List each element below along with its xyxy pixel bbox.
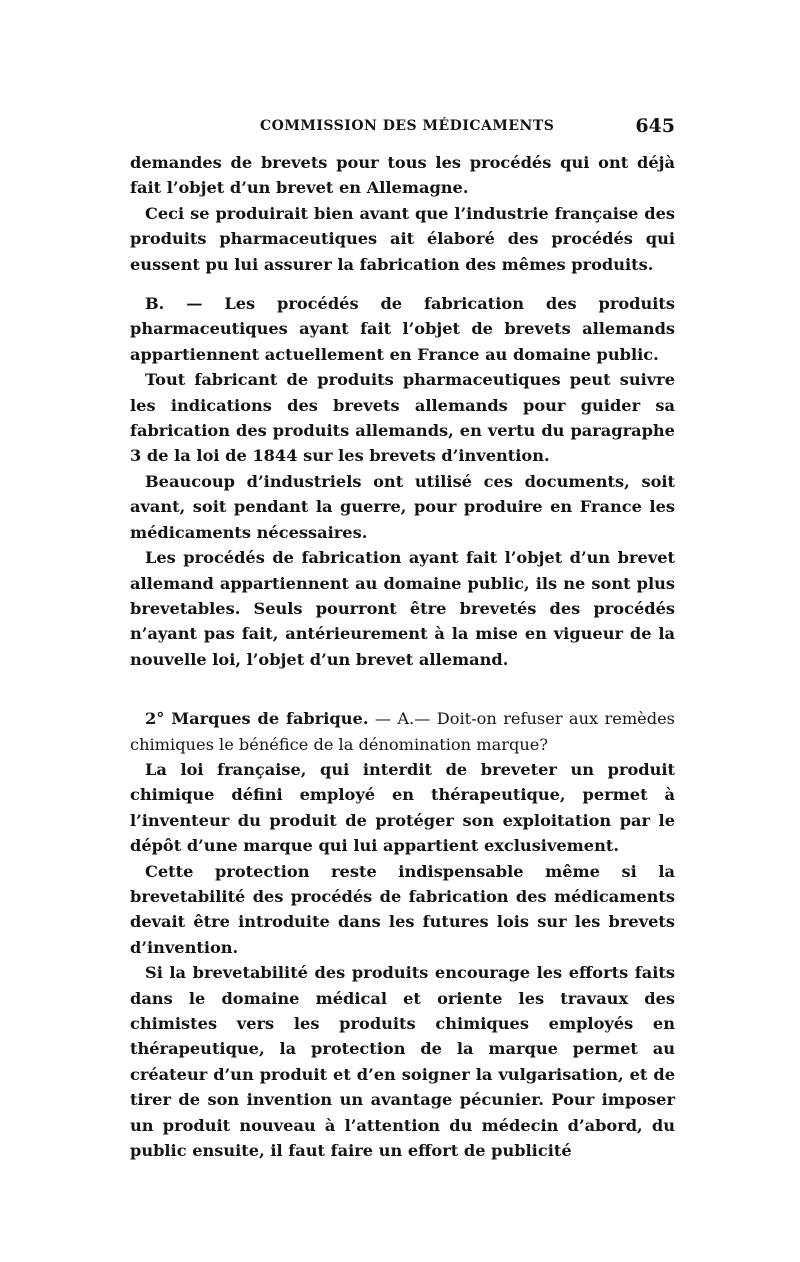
paragraph: Tout fabricant de produits pharmaceutiques peut suivre les indications des brevets allemands pour guider sa fabrication des produits allemands, en vertu du paragraphe 3 de la loi de 1844 sur les brevets d’invention. (130, 370, 675, 466)
paragraph: Si la brevetabilité des produits encourage les efforts faits dans le domaine médical et oriente les travaux des chimistes vers les produits chimiques employés en thérapeutique, la protection de la marque permet au créateur d’un produit et d’en soigner la vulgarisation, et de tirer de son invention un avantage pécunier. Pour imposer un produit nouveau à l’attention du médecin d’abord, du public ensuite, il faut faire un effort de publicité (130, 963, 675, 1161)
running-title: COMMISSION DES MÉDICAMENTS (260, 118, 555, 134)
page-body (130, 150, 675, 1163)
section-heading-marques (130, 706, 675, 757)
paragraph: Ceci se produirait bien avant que l’industrie française des produits pharmaceutiques ait élaboré des procédés qui eussent pu lui assurer la fabrication des mêmes produits. (130, 203, 675, 274)
section-question: — A.— Doit-on refuser aux remèdes chimiques le bénéfice de la dénomination marque? (130, 709, 675, 754)
page-number: 645 (635, 115, 675, 137)
paragraph-continuation: demandes de brevets pour tous les procédés qui ont déjà fait l’objet d’un brevet en Allemagne. (130, 153, 675, 198)
paragraph: Beaucoup d’industriels ont utilisé ces documents, soit avant, soit pendant la guerre, pour produire en France les médicaments nécessaires. (130, 471, 675, 542)
paragraph: Cette protection reste indispensable même si la brevetabilité des procédés de fabrication des médicaments devait être introduite dans les futures lois sur les brevets d’invention. (130, 861, 675, 957)
section-label: 2° Marques de fabrique. (145, 709, 369, 729)
page-header (130, 115, 675, 140)
paragraph: Les procédés de fabrication ayant fait l’objet d’un brevet allemand appartiennent au domaine public, ils ne sont plus brevetables. Seuls pourront être brevetés des procédés n’ayant pas fait, antérieurement à la mise en vigueur de la nouvelle loi, l’objet d’un brevet allemand. (130, 548, 675, 669)
paragraph-section-b: B. — Les procédés de fabrication des produits pharmaceutiques ayant fait l’objet de brevets allemands appartiennent actuellement en France au domaine public. (130, 294, 675, 364)
paragraph: La loi française, qui interdit de breveter un produit chimique défini employé en thérapeutique, permet à l’inventeur du produit de protéger son exploitation par le dépôt d’une marque qui lui appartient exclusivement. (130, 759, 675, 856)
